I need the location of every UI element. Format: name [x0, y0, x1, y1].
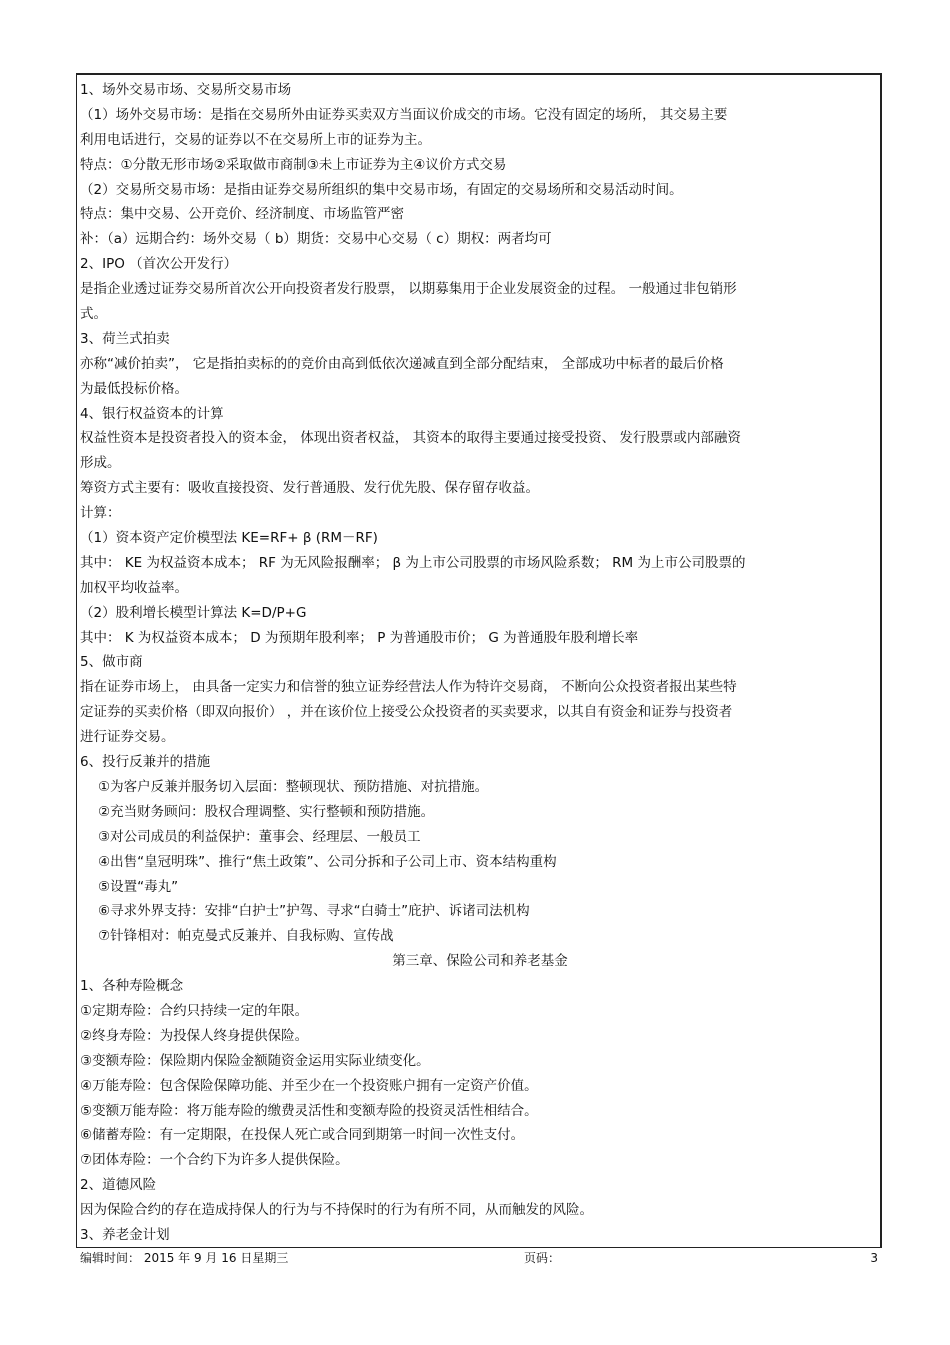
page-number: 3	[870, 1251, 878, 1265]
text-line: 特点：①分散无形市场②采取做市商制③未上市证券为主④议价方式交易	[80, 156, 507, 173]
text-line: 1、各种寿险概念	[80, 978, 184, 995]
text-line: （1）场外交易市场：是指在交易所外由证券买卖双方当面议价成交的市场。它没有固定的场所， 其交易主要	[80, 106, 728, 123]
text-line: 5、做市商	[80, 654, 143, 671]
text-line: 3、荷兰式拍卖	[80, 330, 170, 347]
text-line: 权益性资本是投资者投入的资本金， 体现出资者权益， 其资本的取得主要通过接受投资、 发行股票或内部融资	[80, 430, 741, 447]
text-line: ③变额寿险：保险期内保险金额随资金运用实际业绩变化。	[80, 1052, 430, 1069]
text-line: 1、场外交易市场、交易所交易市场	[80, 82, 292, 98]
text-line: 亦称“减价拍卖”， 它是指拍卖标的的竞价由高到低依次递减直到全部分配结束， 全部成功中标者的最后价格	[80, 355, 724, 372]
text-line: 筹资方式主要有：吸收直接投资、发行普通股、发行优先股、保存留存收益。	[80, 480, 539, 497]
document-body	[80, 78, 870, 1248]
text-line: 是指企业透过证券交易所首次公开向投资者发行股票， 以期募集用于企业发展资金的过程。 一般通过非包销形	[80, 281, 737, 298]
text-line: 定证券的买卖价格（即双向报价） ，并在该价位上接受公众投资者的买卖要求，以其自有资金和证券与投资者	[80, 704, 733, 721]
text-line: ⑤变额万能寿险：将万能寿险的缴费灵活性和变额寿险的投资灵活性相结合。	[80, 1102, 538, 1119]
text-line: 其中： K 为权益资本成本； D 为预期年股利率； P 为普通股市价； G 为普通股年股利增长率	[80, 629, 639, 646]
text-line: 计算：	[80, 505, 121, 522]
text-line: 6、投行反兼并的措施	[80, 754, 211, 771]
page-label: 页码：	[524, 1251, 561, 1265]
text-line: 3、养老金计划	[80, 1226, 170, 1243]
text-line: （2）交易所交易市场：是指由证券交易所组织的集中交易市场，有固定的交易场所和交易活动时间。	[80, 181, 683, 198]
chapter-heading: 第三章、保险公司和养老基金	[392, 953, 568, 970]
text-line: 进行证券交易。	[80, 729, 175, 746]
text-line: ①定期寿险：合约只持续一定的年限。	[80, 1002, 309, 1019]
text-line: 利用电话进行，交易的证券以不在交易所上市的证券为主。	[80, 131, 431, 148]
text-line: 其中： KE 为权益资本成本； RF 为无风险报酬率； β 为上市公司股票的市场风险系数； RM 为上市公司股票的	[80, 554, 746, 571]
text-line: ①为客户反兼并服务切入层面：整顿现状、预防措施、对抗措施。	[98, 778, 489, 795]
page-footer	[80, 1249, 880, 1267]
edit-time: 编辑时间： 2015 年 9 月 16 日星期三	[80, 1251, 289, 1265]
text-line: 因为保险合约的存在造成持保人的行为与不持保时的行为有所不同，从而触发的风险。	[80, 1202, 593, 1219]
text-line: ④出售“皇冠明珠”、推行“焦土政策”、公司分拆和子公司上市、资本结构重构	[98, 853, 557, 870]
text-line: ⑦针锋相对：帕克曼式反兼并、自我标购、宣传战	[98, 928, 394, 945]
text-line: ⑥储蓄寿险：有一定期限，在投保人死亡或合同到期第一时间一次性支付。	[80, 1127, 525, 1144]
text-line: 式。	[80, 306, 107, 323]
text-line: ②充当财务顾问：股权合理调整、实行整顿和预防措施。	[98, 803, 435, 820]
text-line: （2）股利增长模型计算法 K=D/P+G	[80, 604, 307, 621]
text-line: 为最低投标价格。	[80, 380, 188, 397]
text-line: 形成。	[80, 455, 121, 472]
text-line: 加权平均收益率。	[80, 579, 188, 596]
text-line: 特点：集中交易、公开竞价、经济制度、市场监管严密	[80, 206, 404, 223]
text-line: 4、银行权益资本的计算	[80, 405, 224, 422]
text-line: ⑥寻求外界支持：安排“白护士”护驾、寻求“白骑士”庇护、诉诸司法机构	[98, 903, 530, 920]
text-line: ②终身寿险：为投保人终身提供保险。	[80, 1027, 309, 1044]
text-line: ④万能寿险：包含保险保障功能、并至少在一个投资账户拥有一定资产价值。	[80, 1077, 538, 1094]
text-line: 2、IPO （首次公开发行）	[80, 256, 238, 273]
text-line: ⑦团体寿险：一个合约下为许多人提供保险。	[80, 1152, 349, 1169]
text-line: 指在证券市场上， 由具备一定实力和信誉的独立证券经营法人作为特许交易商， 不断向公众投资者报出某些特	[80, 679, 737, 696]
text-line: ③对公司成员的利益保护：董事会、经理层、一般员工	[98, 828, 421, 845]
text-line: （1）资本资产定价模型法 KE=RF+ β (RM－RF)	[80, 530, 378, 547]
text-line: ⑤设置“毒丸”	[98, 878, 179, 895]
text-line: 2、道德风险	[80, 1177, 157, 1194]
text-line: 补：（a）远期合约：场外交易（ b）期货：交易中心交易（ c）期权：两者均可	[80, 231, 552, 248]
